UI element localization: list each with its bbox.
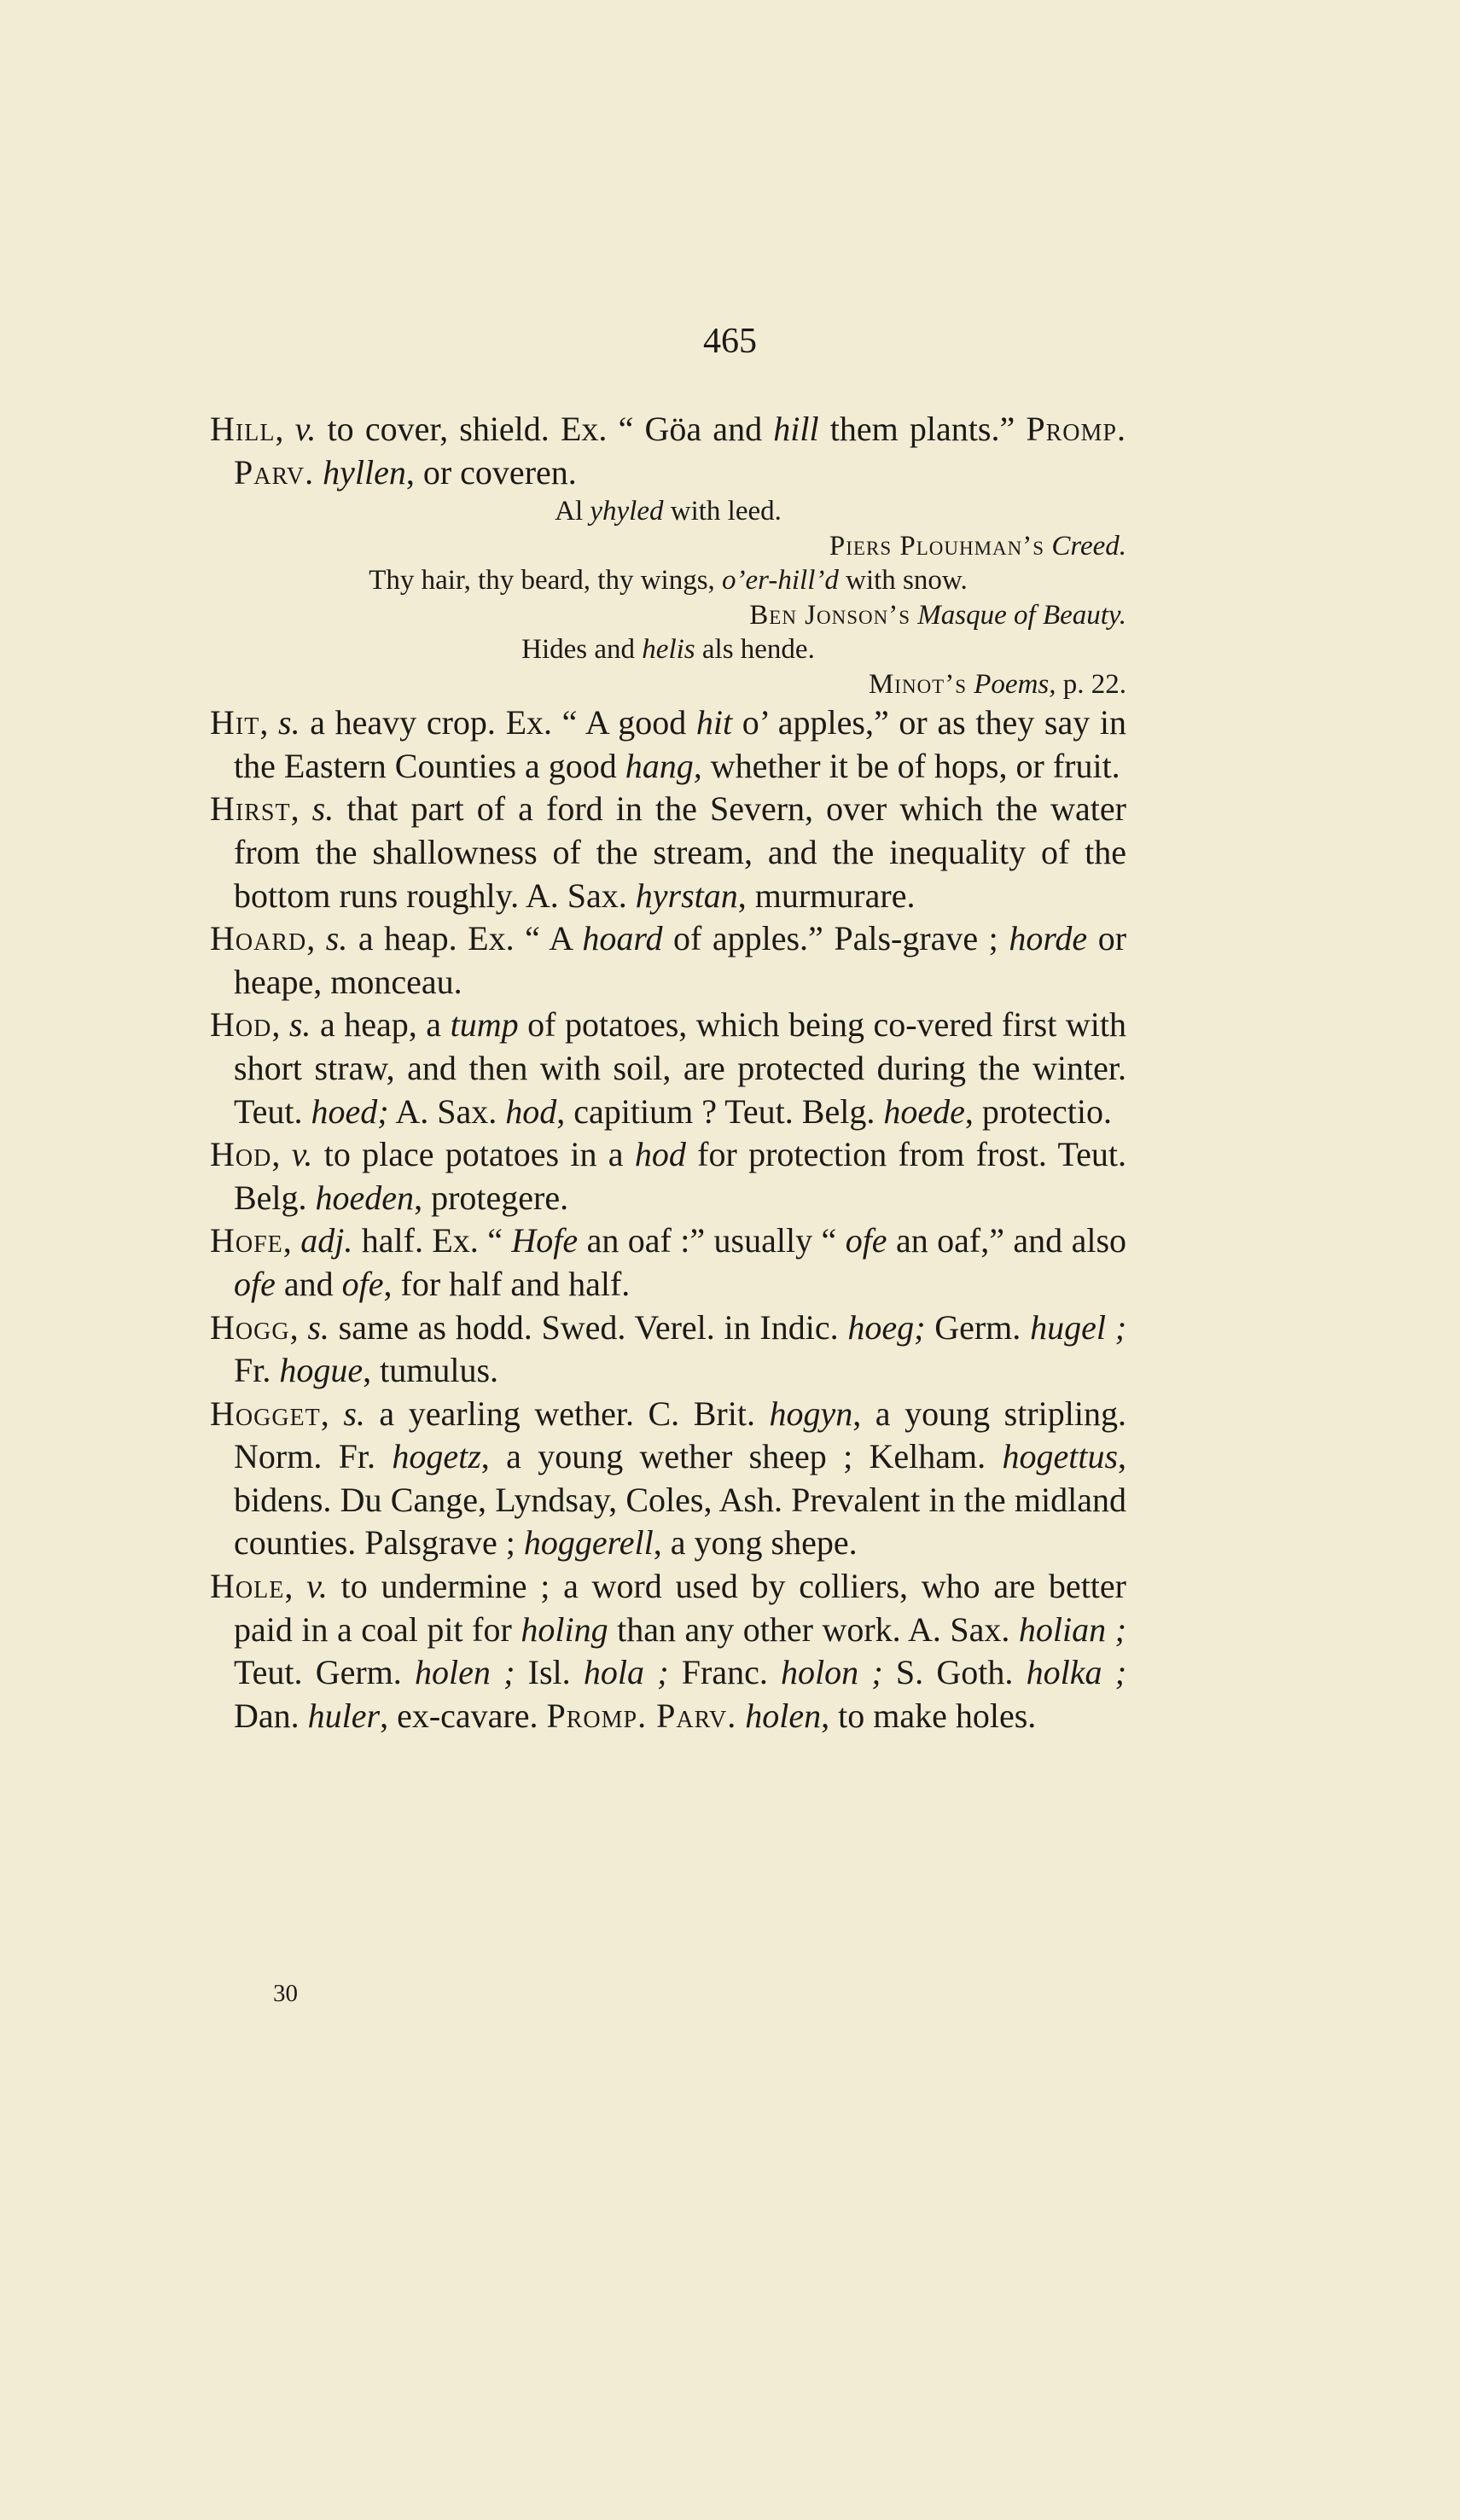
entry-hit-s: [210, 701, 1126, 788]
small-caps-text: Minot’s: [868, 668, 968, 700]
text-run: or heape, monceau.: [234, 919, 1127, 1001]
italic-text: hang,: [625, 746, 702, 785]
text-run: p. 22.: [1056, 668, 1126, 700]
small-caps-text: Hit: [210, 703, 260, 742]
quotation-citation: [210, 529, 1126, 564]
printer-signature: 30: [273, 1980, 298, 2007]
text-run: , protectio.: [964, 1091, 1113, 1131]
small-caps-text: Hoard: [210, 919, 307, 958]
text-run: , bidens. Du Cange, Lyndsay, Coles, Ash. Prevalent in the midland counties. Palsgrave ;: [234, 1437, 1127, 1563]
small-caps-text: Hogg: [210, 1307, 290, 1347]
italic-text: tump: [450, 1005, 519, 1045]
text-run: with leed.: [663, 496, 782, 527]
text-run: , a young stripling. Norm. Fr.: [234, 1394, 1126, 1476]
small-caps-text: Hill: [210, 410, 276, 448]
text-run: a heap, a: [311, 1005, 451, 1045]
small-caps-text: Promp. Parv.: [234, 410, 1126, 492]
text-run: [314, 453, 323, 492]
entry-hill-v: [210, 408, 1126, 494]
italic-text: adj.: [300, 1221, 353, 1260]
text-run: [736, 1696, 745, 1735]
text-run: ,: [275, 410, 295, 448]
text-run: of apples.” Pals-grave ;: [662, 919, 1009, 958]
entry-hofe-adj: [210, 1219, 1126, 1306]
page-number: 465: [703, 322, 757, 361]
quotation-block: [210, 494, 1126, 701]
dictionary-text: [210, 408, 1126, 1737]
italic-text: huler: [307, 1696, 381, 1735]
italic-text: hogue: [279, 1351, 364, 1390]
text-run: , a young wether sheep ; Kelham.: [480, 1437, 1003, 1476]
italic-text: s.: [343, 1394, 365, 1433]
text-run: whether it be of hops, or fruit.: [701, 746, 1120, 785]
text-run: o’ apples,” or as they say in the Eastern Counties a good: [234, 703, 1127, 785]
text-run: , protegere.: [414, 1178, 569, 1217]
text-run: S. Goth.: [882, 1653, 1027, 1692]
text-run: Germ.: [925, 1307, 1031, 1347]
italic-text: hogettus: [1002, 1437, 1119, 1476]
italic-text: Poems,: [974, 668, 1056, 700]
entry-hirst-s: [210, 788, 1126, 917]
italic-text: hyllen: [323, 452, 406, 492]
text-run: , or coveren.: [405, 452, 577, 492]
text-run: of potatoes, which being co-vered first with short straw, and then with soil, are protected during the winter. Teut.: [234, 1005, 1126, 1131]
text-run: , tumulus.: [363, 1351, 499, 1390]
text-run: half. Ex. “: [352, 1221, 512, 1260]
text-run: ,: [271, 1135, 292, 1174]
small-caps-text: Ben Jonson’s: [749, 599, 911, 631]
italic-text: hoard: [582, 919, 663, 958]
text-run: same as hodd. Swed. Verel. in Indic.: [329, 1307, 848, 1347]
text-run: them plants.”: [818, 410, 1027, 448]
text-run: an oaf :” usually “: [578, 1221, 846, 1260]
text-run: a heavy crop. Ex. “ A good: [300, 703, 696, 742]
small-caps-text: Hogget: [210, 1394, 321, 1433]
italic-text: ofe: [341, 1264, 384, 1303]
small-caps-text: Hod: [210, 1135, 272, 1174]
text-run: a heap. Ex. “ A: [347, 919, 583, 958]
italic-text: Masque of Beauty.: [917, 599, 1126, 631]
italic-text: s.: [278, 703, 300, 742]
text-run: to place potatoes in a: [312, 1135, 635, 1174]
entry-hole-v: [210, 1565, 1126, 1737]
entry-hogget-s: [210, 1393, 1126, 1565]
italic-text: holian ;: [1018, 1609, 1126, 1649]
entry-hod-v: [210, 1133, 1126, 1219]
italic-text: holon ;: [781, 1653, 883, 1692]
text-run: , murmurare.: [737, 876, 916, 915]
italic-text: hoeg;: [847, 1307, 926, 1347]
italic-text: hoede: [883, 1091, 965, 1131]
italic-text: hit: [695, 703, 733, 742]
text-run: als hende.: [695, 634, 815, 666]
text-run: ,: [306, 919, 326, 958]
text-run: that part of a ford in the Severn, over which the water from the shallowness of the stream, and the inequality of the bottom runs roughly. A. Sax.: [234, 789, 1126, 915]
text-run: ,: [289, 1307, 308, 1347]
italic-text: s.: [307, 1307, 329, 1347]
text-run: a yearling wether. C. Brit.: [364, 1394, 770, 1433]
text-run: ,: [271, 1005, 289, 1045]
italic-text: holing: [521, 1609, 608, 1649]
text-run: , to make holes.: [821, 1696, 1037, 1735]
italic-text: hugel ;: [1030, 1307, 1127, 1347]
text-run: A. Sax.: [388, 1091, 506, 1131]
italic-text: helis: [642, 634, 695, 666]
italic-text: ofe: [845, 1221, 887, 1260]
quotation-line: [210, 632, 1126, 667]
italic-text: hoggerell: [523, 1523, 654, 1563]
entry-hod-s: [210, 1004, 1126, 1133]
italic-text: hogetz: [392, 1437, 481, 1476]
text-run: Franc.: [668, 1653, 782, 1692]
quotation-line: [210, 494, 1126, 529]
italic-text: hoed;: [311, 1091, 389, 1131]
text-run: Dan.: [234, 1696, 308, 1735]
italic-text: yhyled: [590, 496, 664, 527]
italic-text: s.: [325, 919, 348, 958]
italic-text: hogyn: [769, 1394, 853, 1433]
italic-text: holen ;: [415, 1653, 515, 1692]
text-run: ,: [284, 1567, 307, 1606]
entry-hoard-s: [210, 917, 1126, 1004]
italic-text: holka ;: [1026, 1653, 1127, 1692]
text-run: ,: [259, 703, 278, 742]
text-run: Al: [555, 496, 590, 527]
small-caps-text: Piers Plouhman’s: [829, 530, 1045, 562]
italic-text: v.: [291, 1135, 313, 1174]
small-caps-text: Hirst: [210, 789, 291, 829]
text-run: ,: [320, 1394, 344, 1433]
text-run: , ex-cavare.: [380, 1696, 547, 1735]
text-run: than any other work. A. Sax.: [608, 1609, 1019, 1649]
small-caps-text: Promp. Parv.: [546, 1696, 737, 1735]
text-run: to cover, shield. Ex. “ Göa and: [316, 410, 774, 448]
italic-text: ofe: [234, 1264, 276, 1303]
small-caps-text: Hod: [210, 1005, 272, 1045]
italic-text: Creed.: [1051, 530, 1126, 562]
italic-text: holen: [745, 1696, 822, 1735]
text-run: ,: [282, 1221, 301, 1260]
italic-text: v.: [294, 410, 317, 448]
italic-text: o’er-hill’d: [722, 565, 839, 597]
italic-text: hoeden: [315, 1178, 415, 1217]
quotation-citation: [210, 598, 1126, 633]
italic-text: s.: [311, 789, 334, 829]
italic-text: hola ;: [583, 1653, 669, 1692]
text-run: , capitium ? Teut. Belg.: [556, 1091, 884, 1131]
text-run: and: [275, 1264, 342, 1303]
quotation-line: [210, 563, 1126, 598]
text-run: Hides and: [521, 634, 643, 666]
text-run: Fr.: [234, 1351, 280, 1390]
italic-text: hyrstan: [635, 876, 738, 915]
italic-text: hod: [634, 1135, 686, 1174]
italic-text: hill: [773, 410, 819, 448]
text-run: to undermine ; a word used by colliers, who are better paid in a coal pit for: [234, 1567, 1126, 1649]
text-run: , a yong shepe.: [653, 1523, 858, 1563]
text-run: for protection from frost. Teut. Belg.: [234, 1135, 1127, 1217]
text-run: Isl.: [515, 1653, 584, 1692]
italic-text: s.: [288, 1005, 311, 1045]
text-run: ,: [290, 789, 312, 829]
text-run: Teut. Germ.: [234, 1653, 416, 1692]
text-run: an oaf,” and also: [887, 1221, 1127, 1260]
italic-text: v.: [306, 1567, 328, 1606]
small-caps-text: Hole: [210, 1567, 285, 1606]
small-caps-text: Hofe: [210, 1221, 283, 1260]
entry-hogg-s: [210, 1307, 1126, 1393]
italic-text: Hofe: [511, 1221, 579, 1260]
italic-text: hod: [505, 1091, 557, 1131]
text-run: Thy hair, thy beard, thy wings,: [369, 565, 723, 597]
text-run: with snow.: [838, 565, 968, 597]
quotation-citation: [210, 667, 1126, 702]
text-run: , for half and half.: [383, 1264, 631, 1303]
italic-text: horde: [1009, 919, 1088, 958]
